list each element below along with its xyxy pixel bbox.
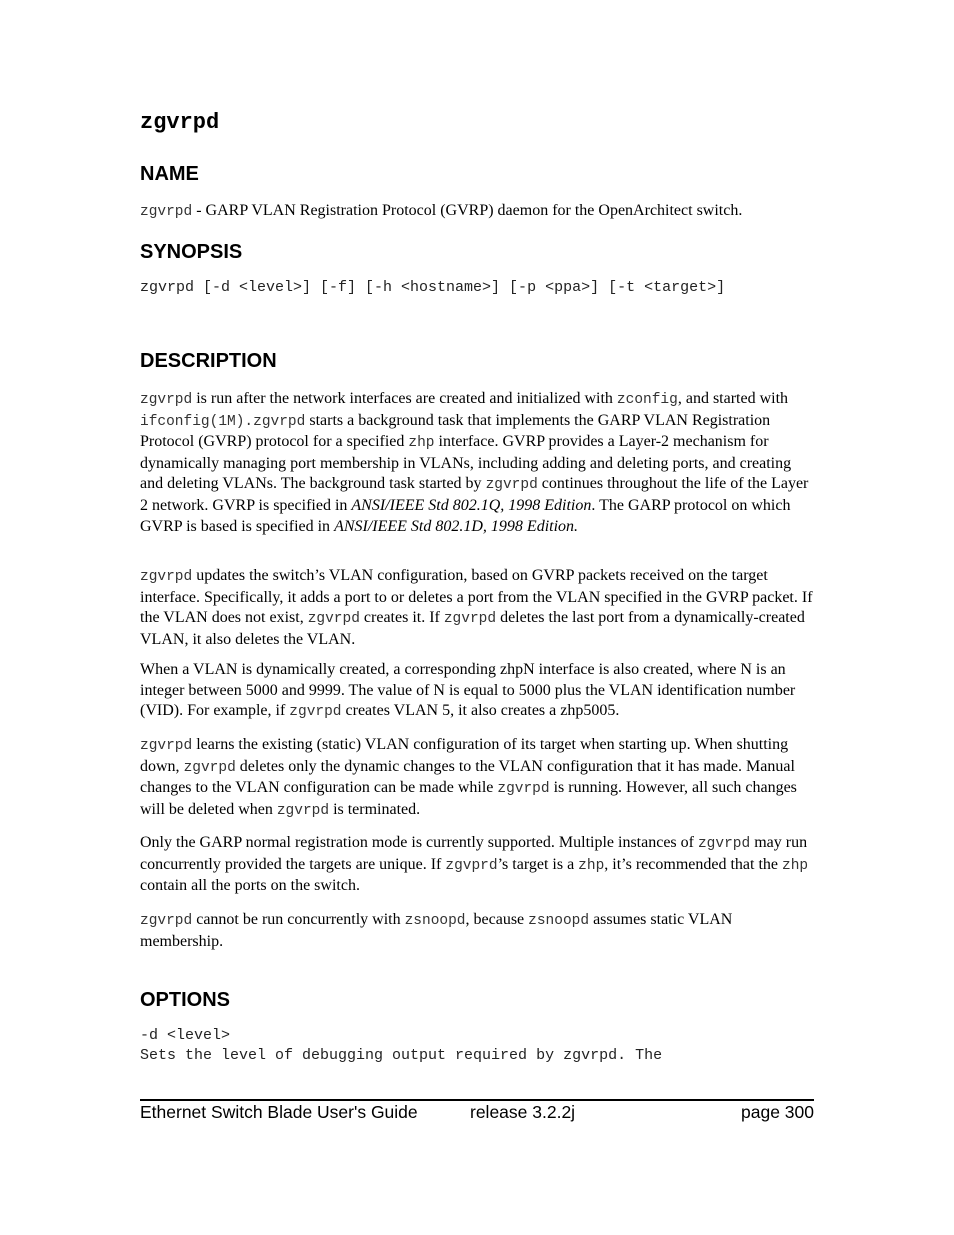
text: is run after the network interfaces are created and initialized with [192,390,617,407]
name-text: - GARP VLAN Registration Protocol (GVRP) daemon for the OpenArchitect switch. [192,202,743,219]
inline-code: ifconfig(1M). [140,413,254,430]
text: is running. However, all such changes will be deleted when [140,779,797,818]
text: . The GARP protocol on which GVRP is based is specified in [140,496,791,535]
inline-code: zgvrpd [276,802,330,819]
text: continues throughout the life of the Layer 2 network. GVRP is specified in [140,475,809,514]
text: , and started with [677,390,789,407]
inline-code: zgvrpd [183,759,236,776]
inline-code: zgvrpd [485,477,538,494]
text: ’s target is a [497,855,579,873]
standard-citation: ANSI/IEEE Std 802.1Q, 1998 Edition [351,496,592,514]
inline-code: zgvrpd [140,738,193,754]
inline-code: zgvprd [445,857,498,874]
text: starts a background task that implements the GARP VLAN Registration Protocol (GVRP) protocol for a specified [140,411,771,451]
text: Only the GARP normal registration mode is currently supported. Multiple instances of [140,834,698,851]
inline-code: zconfig [616,392,678,408]
text: is terminated. [329,800,421,818]
text: updates the switch’s VLAN configuration, based on GVRP packets received on the target interface. Specifically, it adds a port to or deletes a port from the VLAN specified in the GVRP packet. If the VLAN does not exist, [140,567,813,627]
name-paragraph [140,201,814,223]
synopsis-heading: SYNOPSIS [140,241,243,263]
text: interface. GVRP provides a Layer-2 mechanism for dynamically managing port membership in VLANs, including adding and deleting ports, and creating and deleting VLANs. The background task started by [140,433,792,493]
text: , it’s recommended that the [604,855,783,873]
inline-code: zgvrpd [140,569,193,585]
options-heading: OPTIONS [140,989,231,1011]
text: contain all the ports on the switch. [140,877,360,895]
inline-code: zgvrpd [307,611,360,628]
name-heading: NAME [140,163,199,185]
text: assumes static VLAN membership. [140,911,733,950]
synopsis-code: zgvrpd [-d <level>] [-f] [-h <hostname>] [-p <ppa>] [-t <target>] [140,279,726,296]
text: deletes the last port from a dynamically-created VLAN, it also deletes the VLAN. [140,609,805,648]
command-name: zgvrpd [140,204,193,220]
option-flag: -d <level> [140,1027,231,1044]
inline-code: zsnoopd [404,913,466,929]
description-paragraph-5 [140,833,814,897]
text: cannot be run concurrently with [192,911,405,928]
footer-guide-title: Ethernet Switch Blade User's Guide [140,1102,418,1122]
inline-code: zgvrpd [497,781,550,798]
text: may run concurrently provided the targets are unique. If [140,834,808,873]
inline-code: zgvrpd [697,836,751,852]
inline-code: zgvrpd [289,704,342,721]
description-paragraph-1 [140,389,814,537]
option-description: Sets the level of debugging output required by zgvrpd. The [140,1047,663,1064]
footer-page-number: page 300 [741,1102,814,1122]
inline-code: zhp [578,857,605,874]
text: learns the existing (static) VLAN configuration of its target when starting up. When shutting down, [140,736,789,775]
inline-code: zhp [408,435,435,452]
description-heading: DESCRIPTION [140,350,277,372]
inline-code: zsnoopd [528,913,590,929]
description-paragraph-2 [140,566,814,650]
inline-code: zgvrpd [443,611,497,628]
text: creates VLAN 5, it also creates a zhp5005. [341,702,620,720]
description-paragraph-4 [140,735,814,821]
description-paragraph-6 [140,910,814,952]
text: , because [465,911,529,928]
inline-code: zgvrpd [253,413,306,430]
page-title: zgvrpd [140,110,220,135]
text: creates it. If [359,609,444,627]
inline-code: zgvrpd [140,913,193,929]
page-footer [140,1099,814,1131]
text: When a VLAN is dynamically created, a corresponding zhpN interface is also created, where N is an integer between 5000 and 9999. The value of N is equal to 5000 plus the VLAN identification number (VID). For example, if [140,661,796,720]
inline-code: zhp [782,857,809,874]
footer-release: release 3.2.2j [470,1102,576,1122]
inline-code: zgvrpd [140,392,193,408]
text: deletes only the dynamic changes to the VLAN configuration that it has made. Manual changes to the VLAN configuration can be made while [140,757,795,797]
standard-citation: ANSI/IEEE Std 802.1D, 1998 Edition. [334,517,579,535]
description-paragraph-3 [140,660,814,723]
